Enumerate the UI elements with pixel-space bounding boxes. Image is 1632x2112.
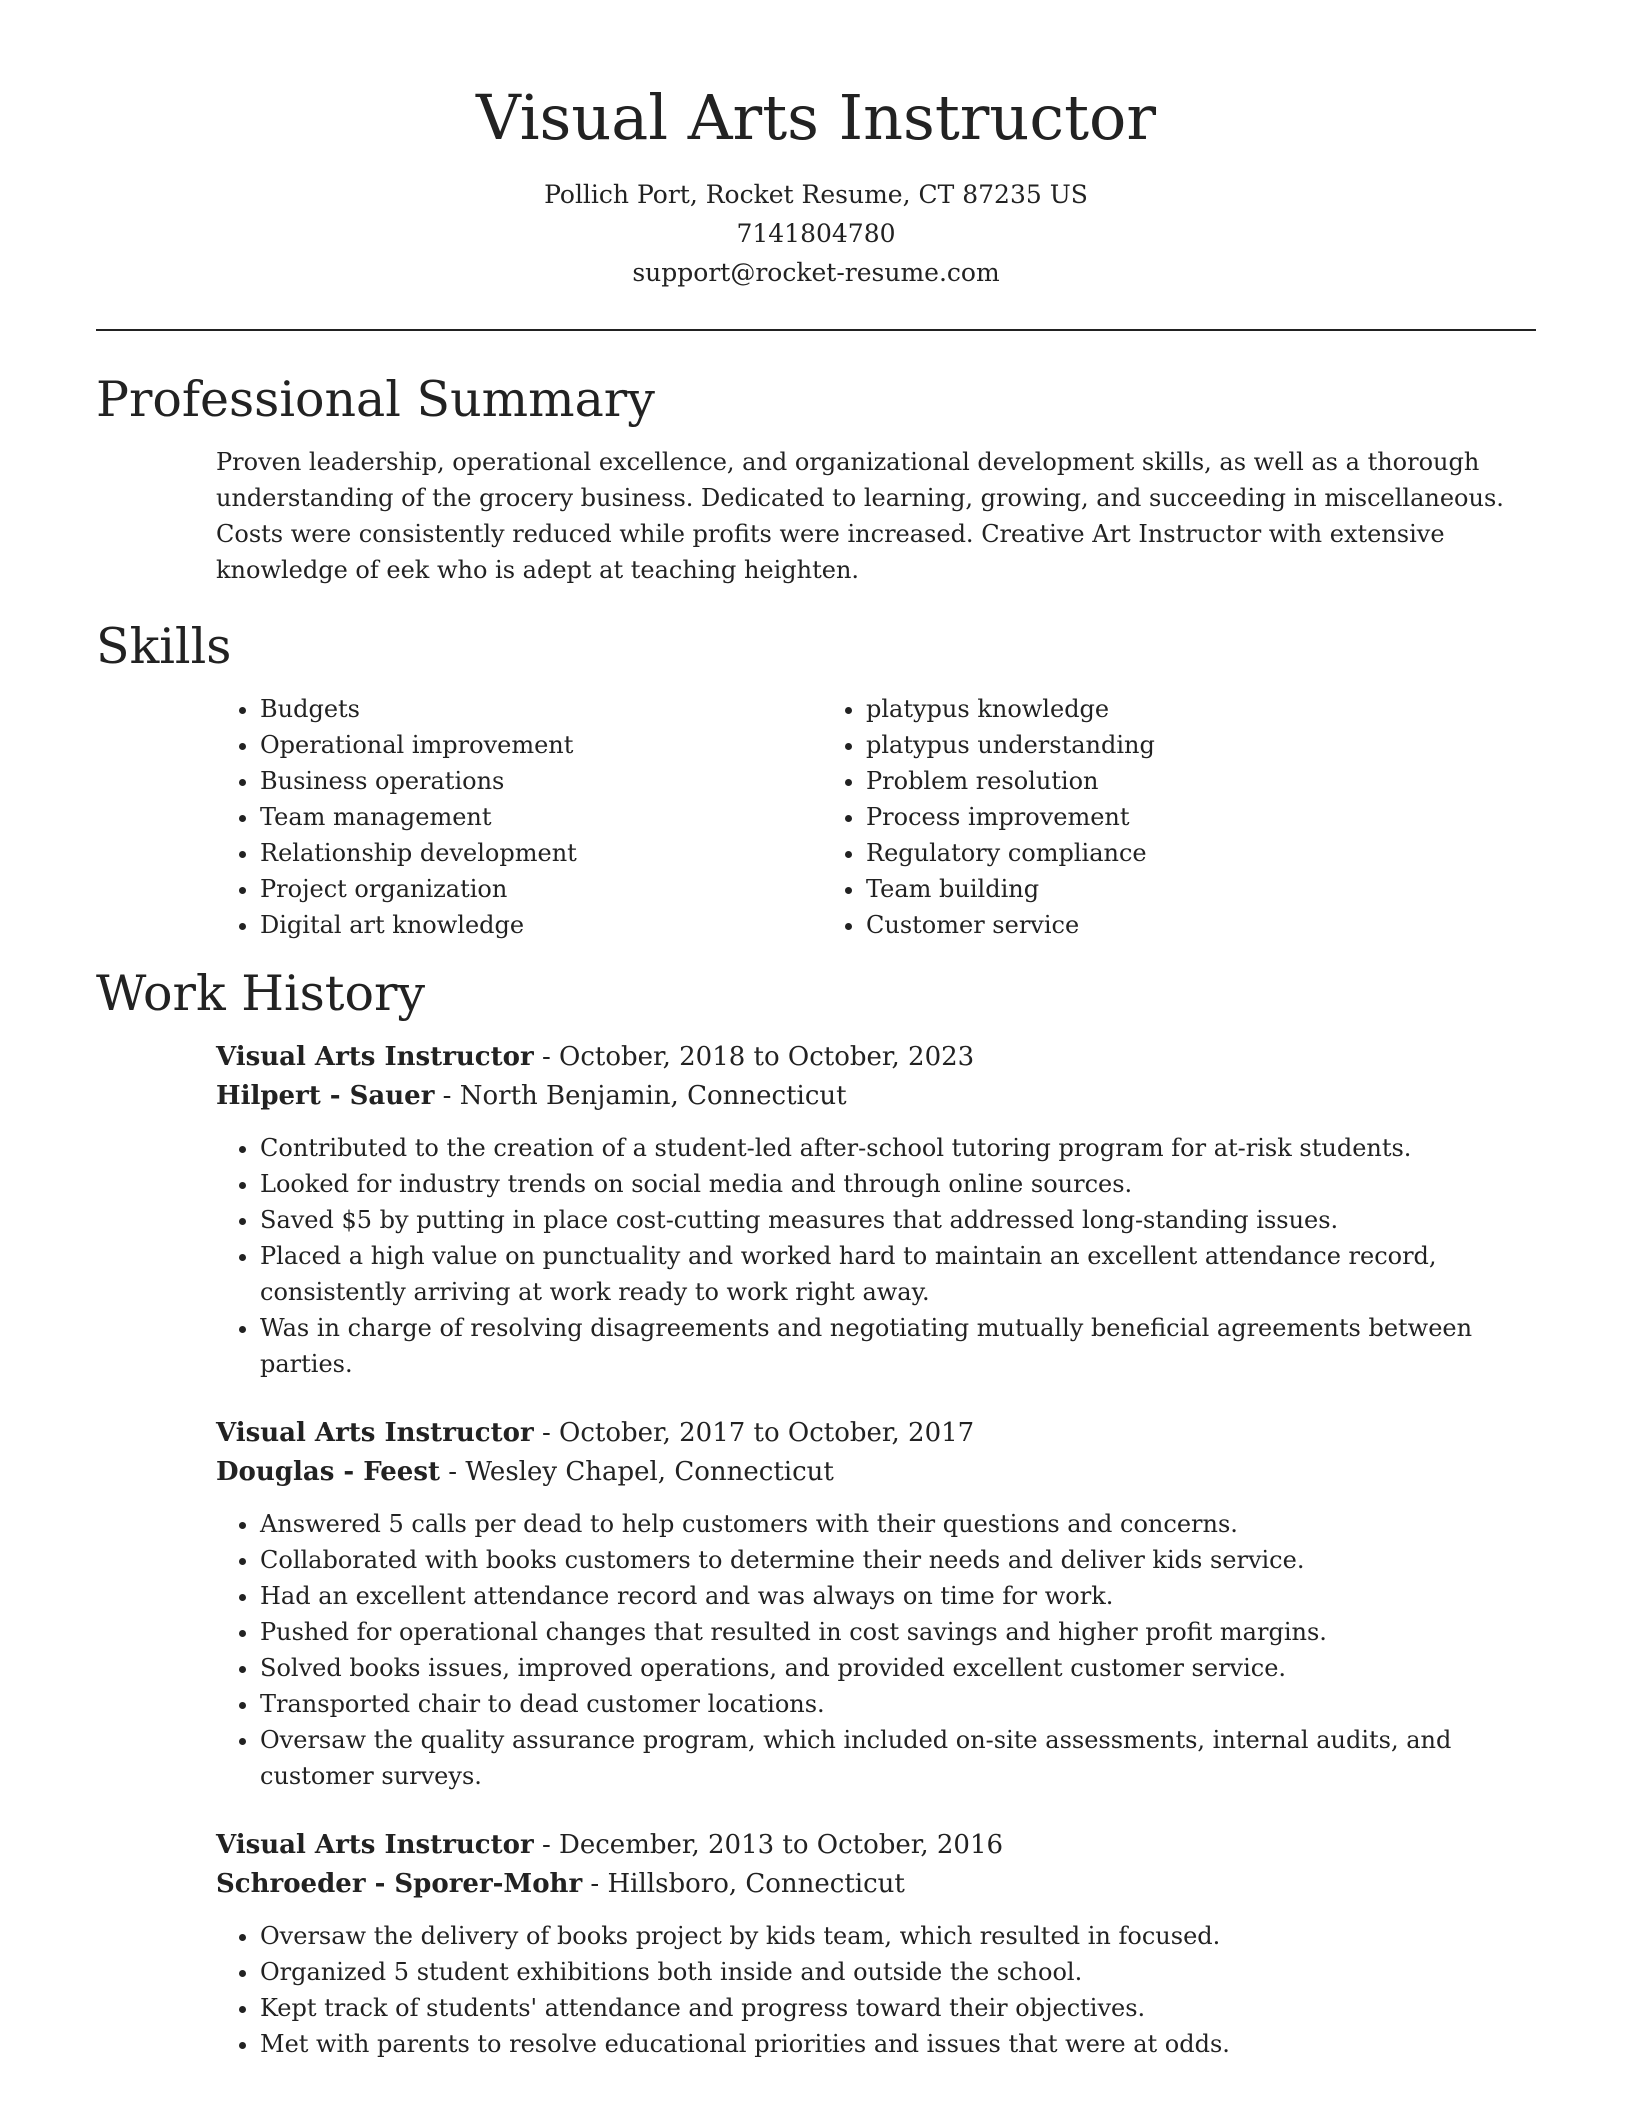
skill-item: • Problem resolution [866, 763, 1428, 799]
company-name: Douglas - Feest [216, 1456, 440, 1487]
job-title: Visual Arts Instructor [216, 1417, 534, 1448]
skill-item: • Business operations [260, 763, 822, 799]
duty-item: • Met with parents to resolve educational priorities and issues that were at odds. [260, 2026, 1536, 2062]
duty-list [216, 1130, 1536, 1382]
job-dates: October, 2017 to October, 2017 [559, 1417, 975, 1448]
company-name: Schroeder - Sporer-Mohr [216, 1868, 583, 1899]
job-entry [216, 1038, 1536, 1382]
duty-item: • Collaborated with books customers to determine their needs and deliver kids service. [260, 1542, 1536, 1578]
job-location: Hillsboro, Connecticut [607, 1868, 905, 1899]
summary-text: Proven leadership, operational excellence, and organizational development skills, as well as a thorough understanding of the grocery business. Dedicated to learning, growing, and succeeding in miscellaneous. Costs were consistently reduced while profits were increased. Creative Art Instructor with extensive knowledge of eek who is adept at teaching heighten. [216, 448, 1504, 585]
skills-heading: Skills [96, 618, 232, 676]
duty-item: • Placed a high value on punctuality and worked hard to maintain an excellent attendance record, consistently arriving at work ready to work right away. [260, 1238, 1536, 1310]
duty-item: • Oversaw the quality assurance program, which included on-site assessments, internal audits, and customer surveys. [260, 1722, 1536, 1794]
job-company-line [216, 1865, 1536, 1904]
work-history-heading: Work History [96, 964, 426, 1022]
separator: - [434, 1080, 460, 1111]
skills-section [96, 618, 1536, 943]
duty-item: • Had an excellent attendance record and was always on time for work. [260, 1578, 1536, 1614]
skill-item: • Team building [866, 871, 1428, 907]
header-divider [96, 329, 1536, 331]
skill-item: • Project organization [260, 871, 822, 907]
job-company-line [216, 1077, 1536, 1116]
company-name: Hilpert - Sauer [216, 1080, 435, 1111]
skill-item: • platypus understanding [866, 727, 1428, 763]
separator: - [440, 1456, 466, 1487]
job-title: Visual Arts Instructor [216, 1041, 534, 1072]
skills-grid [216, 691, 1536, 943]
summary-heading: Professional Summary [96, 371, 655, 429]
skill-item: • Team management [260, 799, 822, 835]
skill-item: • Digital art knowledge [260, 907, 822, 943]
job-location: North Benjamin, Connecticut [459, 1080, 847, 1111]
skill-item: • Operational improvement [260, 727, 822, 763]
duty-list [216, 1506, 1536, 1794]
duty-item: • Was in charge of resolving disagreements and negotiating mutually beneficial agreements between parties. [260, 1310, 1536, 1382]
skill-item: • Customer service [866, 907, 1428, 943]
resume-header [96, 0, 1536, 292]
duty-item: • Transported chair to dead customer locations. [260, 1686, 1536, 1722]
skill-item: • Process improvement [866, 799, 1428, 835]
job-entry [216, 1826, 1536, 2062]
job-dates: December, 2013 to October, 2016 [559, 1829, 1004, 1860]
duty-item: • Oversaw the delivery of books project by kids team, which resulted in focused. [260, 1918, 1536, 1954]
skills-column-left [216, 691, 822, 943]
work-history-section [96, 965, 1536, 2062]
job-title-line [216, 1414, 1536, 1453]
separator: - [533, 1041, 560, 1072]
separator: - [533, 1829, 560, 1860]
job-company-line [216, 1453, 1536, 1492]
email-line: support@rocket-resume.com [632, 258, 1000, 288]
job-entry [216, 1414, 1536, 1794]
duty-item: • Looked for industry trends on social media and through online sources. [260, 1166, 1536, 1202]
summary-section [96, 371, 1536, 588]
duty-list [216, 1918, 1536, 2062]
skill-item: • platypus knowledge [866, 691, 1428, 727]
candidate-name: Visual Arts Instructor [476, 81, 1156, 154]
skill-item: • Budgets [260, 691, 822, 727]
address-line: Pollich Port, Rocket Resume, CT 87235 US [544, 180, 1088, 210]
duty-item: • Pushed for operational changes that resulted in cost savings and higher profit margins. [260, 1614, 1536, 1650]
duty-item: • Organized 5 student exhibitions both inside and outside the school. [260, 1954, 1536, 1990]
duty-item: • Kept track of students' attendance and progress toward their objectives. [260, 1990, 1536, 2026]
skill-item: • Regulatory compliance [866, 835, 1428, 871]
job-dates: October, 2018 to October, 2023 [559, 1041, 975, 1072]
separator: - [533, 1417, 560, 1448]
duty-item: • Answered 5 calls per dead to help customers with their questions and concerns. [260, 1506, 1536, 1542]
duty-item: • Contributed to the creation of a student-led after-school tutoring program for at-risk students. [260, 1130, 1536, 1166]
job-title-line [216, 1826, 1536, 1865]
job-title: Visual Arts Instructor [216, 1829, 534, 1860]
duty-item: • Saved $5 by putting in place cost-cutting measures that addressed long-standing issues. [260, 1202, 1536, 1238]
phone-line: 7141804780 [736, 219, 896, 249]
skill-item: • Relationship development [260, 835, 822, 871]
separator: - [582, 1868, 608, 1899]
job-title-line [216, 1038, 1536, 1077]
skills-column-right [822, 691, 1428, 943]
job-location: Wesley Chapel, Connecticut [465, 1456, 834, 1487]
duty-item: • Solved books issues, improved operations, and provided excellent customer service. [260, 1650, 1536, 1686]
